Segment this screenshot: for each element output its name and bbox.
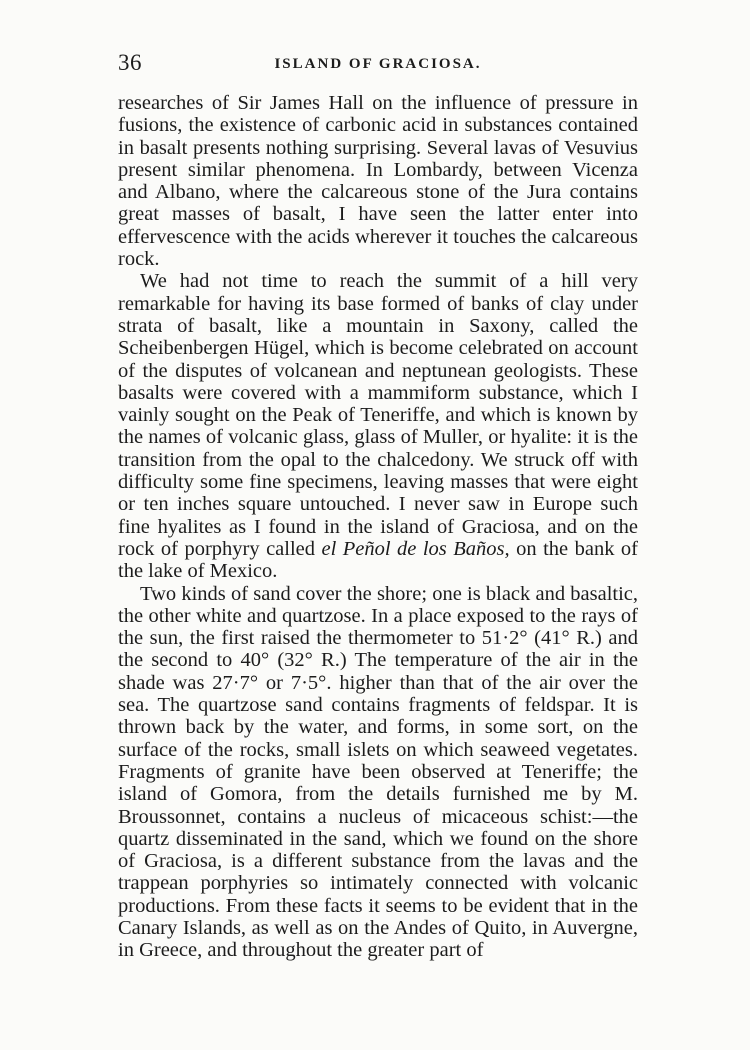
body-text — [118, 92, 638, 962]
paragraph-text: We had not time to reach the summit of a hill very remarkable for having its base formed of banks of clay under strata of basalt, like a mountain in Saxony, called the Scheibenbergen Hügel, which is become celebrated on account of the disputes of volcanean and neptunean geologists. These basalts were covered with a mammiform substance, which I vainly sought on the Peak of Teneriffe, and which is known by the names of volcanic glass, glass of Muller, or hyalite: it is the transition from the opal to the chalcedony. We struck off with difficulty some fine specimens, leaving masses that were eight or ten inches square untouched. I never saw in Europe such fine hyalites as I found in the island of Graciosa, and on the rock of porphyry called — [118, 270, 638, 560]
paragraph-continuation: researches of Sir James Hall on the influence of pressure in fusions, the existence of carbonic acid in substances contained in basalt presents nothing surprising. Several lavas of Vesuvius present similar phenomena. In Lombardy, between Vicenza and Albano, where the calcareous stone of the Jura contains great masses of basalt, I have seen the latter enter into effervescence with the acids wherever it touches the calcareous rock. — [118, 92, 638, 271]
paragraph-hyalite — [118, 270, 638, 582]
running-head: ISLAND OF GRACIOSA. — [274, 56, 482, 72]
italic-place-name: el Peñol de los Baños, — [321, 537, 510, 560]
page-header — [118, 50, 638, 80]
page-number: 36 — [118, 50, 142, 75]
paragraph-sand: Two kinds of sand cover the shore; one is black and basaltic, the other white and quartzose. In a place exposed to the rays of the sun, the first raised the thermometer to 51·2° (41° R.) and the second to 40° (32° R.) The temperature of the air in the shade was 27·7° or 7·5°. higher than that of the air over the sea. The quartzose sand contains fragments of feldspar. It is thrown back by the water, and forms, in some sort, on the surface of the rocks, small islets on which seaweed vegetates. Fragments of granite have been observed at Teneriffe; the island of Gomora, from the details furnished me by M. Broussonnet, contains a nucleus of micaceous schist:—the quartz disseminated in the sand, which we found on the shore of Graciosa, is a different substance from the lavas and the trappean porphyries so intimately connected with volcanic productions. From these facts it seems to be evident that in the Canary Islands, as well as on the Andes of Quito, in Auvergne, in Greece, and throughout the greater part of — [118, 582, 638, 962]
paragraph-text: on the bank of the lake of Mexico. — [118, 537, 638, 583]
